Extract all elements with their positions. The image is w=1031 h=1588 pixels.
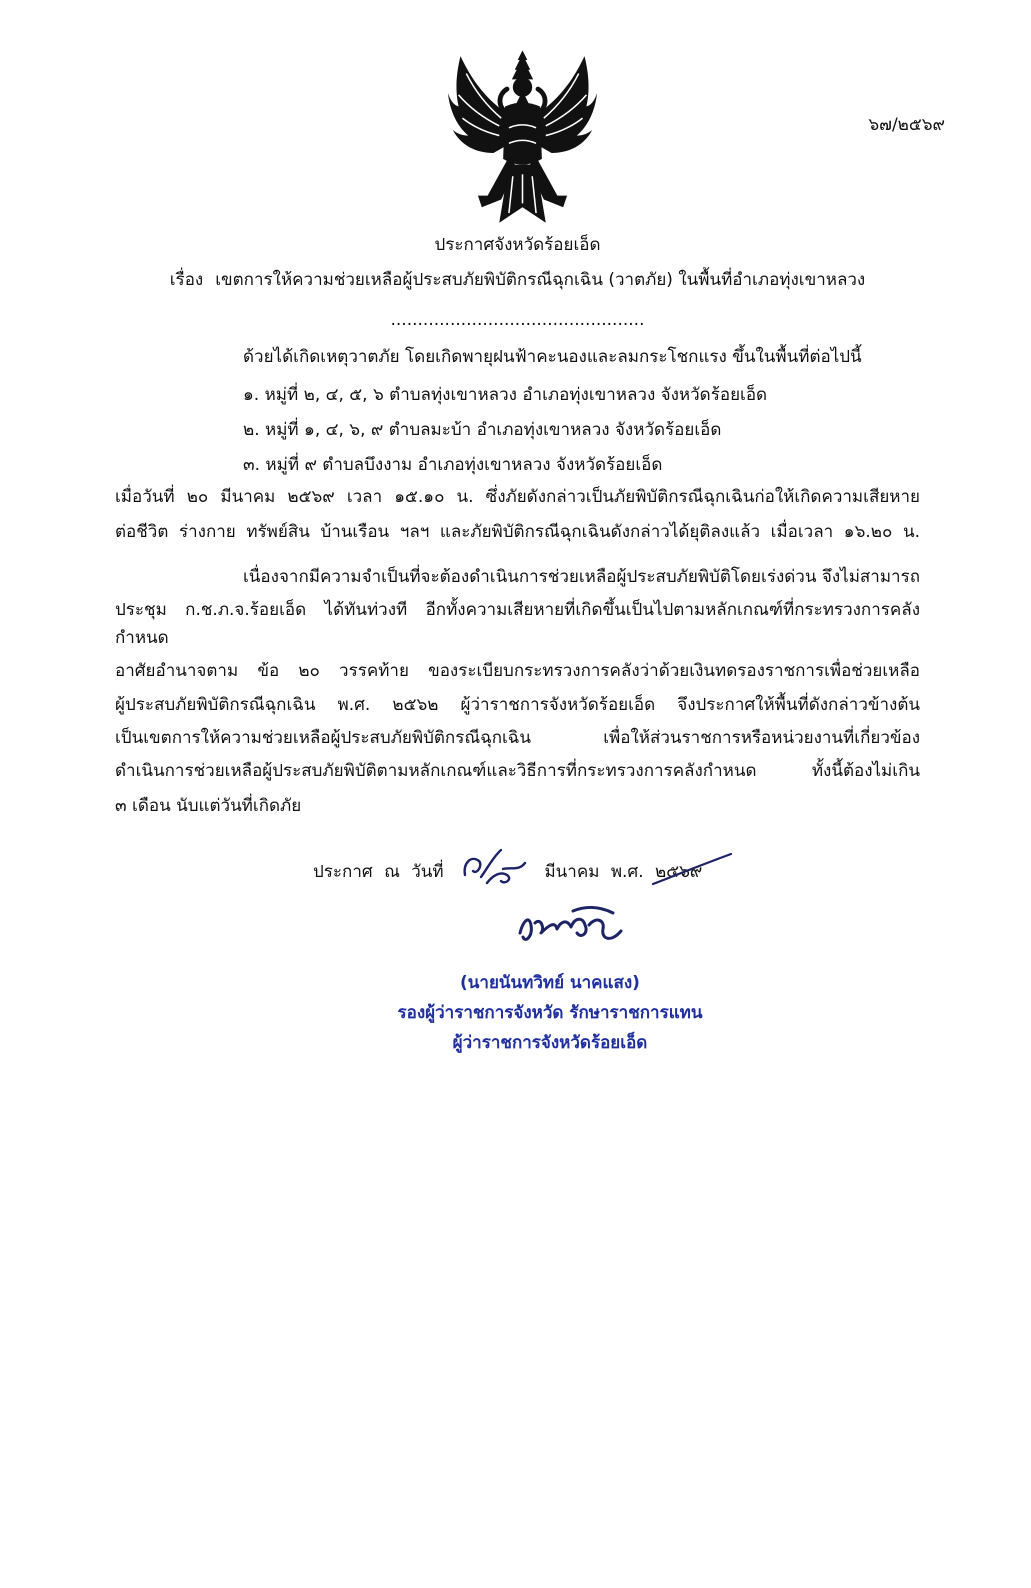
signature-block — [115, 887, 920, 969]
subject-line — [115, 266, 920, 294]
incident-line: เมื่อวันที่ ๒๐ มีนาคม ๒๕๖๙ เวลา ๑๕.๑๐ น. ซึ่งภัยดังกล่าวเป็นภัยพิบัติกรณีฉุกเฉินก่อให้เกิดความเสียหาย — [115, 487, 920, 507]
reference-number: ๖๗/๒๕๖๙ — [868, 115, 945, 135]
date-prefix: ประกาศ ณ วันที่ — [313, 862, 444, 882]
announcement-body — [115, 231, 920, 1057]
handwritten-signature — [515, 901, 627, 947]
area-item: ๓. หมู่ที่ ๙ ตำบลบึงงาม อำเภอทุ่งเขาหลวง จังหวัดร้อยเอ็ด — [243, 455, 663, 475]
area-item: ๑. หมู่ที่ ๒, ๔, ๕, ๖ ตำบลทุ่งเขาหลวง อำเภอทุ่งเขาหลวง จังหวัดร้อยเอ็ด — [243, 385, 768, 405]
garuda-emblem-icon — [445, 50, 600, 225]
announcement-title: ประกาศจังหวัดร้อยเอ็ด — [434, 235, 601, 255]
body-line: เนื่องจากมีความจำเป็นที่จะต้องดำเนินการช่วยเหลือผู้ประสบภัยพิบัติโดยเร่งด่วน จึงไม่สามารถ — [243, 567, 920, 587]
body-line: ผู้ประสบภัยพิบัติกรณีฉุกเฉิน พ.ศ. ๒๕๖๒ ผู้ว่าราชการจังหวัดร้อยเอ็ด จึงประกาศให้พื้นที่ดังกล่าวข้างต้น — [115, 695, 920, 715]
body-line: ดำเนินการช่วยเหลือผู้ประสบภัยพิบัติตามหลักเกณฑ์และวิธีการที่กระทรวงการคลังกำหนด ทั้งนี้ต้องไม่เกิน — [115, 761, 920, 781]
handwritten-day-mark — [459, 847, 529, 887]
body-line: อาศัยอำนาจตาม ข้อ ๒๐ วรรคท้าย ของระเบียบกระทรวงการคลังว่าด้วยเงินทดรองราชการเพื่อช่วยเหลือ — [115, 661, 920, 681]
date-month: มีนาคม — [544, 862, 600, 882]
signatory-acting-for: ผู้ว่าราชการจังหวัดร้อยเอ็ด — [452, 1033, 648, 1053]
subject-text: เขตการให้ความช่วยเหลือผู้ประสบภัยพิบัติกรณีฉุกเฉิน (วาตภัย) ในพื้นที่อำเภอทุ่งเขาหลวง — [215, 270, 866, 290]
signatory-position: รองผู้ว่าราชการจังหวัด รักษาราชการแทน — [397, 1003, 703, 1023]
incident-line: ต่อชีวิต ร่างกาย ทรัพย์สิน บ้านเรือน ฯลฯ และภัยพิบัติกรณีฉุกเฉินดังกล่าวได้ยุติลงแล้ว เมื่อเวลา ๑๖.๒๐ น. — [115, 522, 920, 542]
announcement-date — [115, 847, 920, 887]
area-item: ๒. หมู่ที่ ๑, ๔, ๖, ๙ ตำบลมะบ้า อำเภอทุ่งเขาหลวง จังหวัดร้อยเอ็ด — [243, 420, 722, 440]
date-era: พ.ศ. — [610, 862, 644, 882]
separator-dots: ............................................... — [390, 310, 645, 330]
intro-line: ด้วยได้เกิดเหตุวาตภัย โดยเกิดพายุฝนฟ้าคะนองและลมกระโชกแรง ขึ้นในพื้นที่ต่อไปนี้ — [243, 347, 862, 367]
body-line: เป็นเขตการให้ความช่วยเหลือผู้ประสบภัยพิบัติกรณีฉุกเฉิน เพื่อให้ส่วนราชการหรือหน่วยงานที่เกี่ยวข้อง — [115, 728, 920, 748]
date-year-wrapper — [655, 858, 702, 886]
body-line: ๓ เดือน นับแต่วันที่เกิดภัย — [115, 796, 302, 816]
date-year: ๒๕๖๙ — [655, 862, 703, 882]
body-line: ประชุม ก.ช.ภ.จ.ร้อยเอ็ด ได้ทันท่วงที อีกทั้งความเสียหายที่เกิดขึ้นเป็นไปตามหลักเกณฑ์ที่กระทรวงการคลังกำหนด — [115, 600, 920, 648]
signatory-name: (นายนันทวิทย์ นาคแสง) — [460, 973, 640, 993]
subject-label: เรื่อง — [169, 270, 204, 290]
